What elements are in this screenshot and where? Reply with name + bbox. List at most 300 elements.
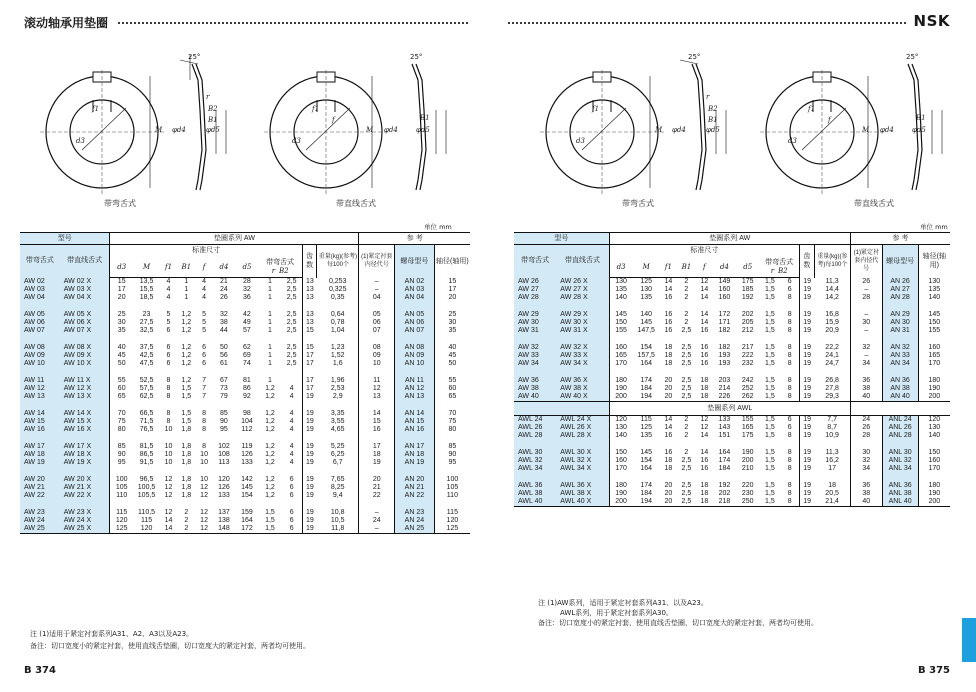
table-cell: 19 (800, 416, 815, 425)
col-d3: d3 (609, 257, 632, 278)
table-cell: 172 (718, 311, 731, 318)
table-cell: AWL 38 (514, 490, 556, 498)
table-cell: 242 (741, 377, 754, 384)
table-cell: 13 (302, 311, 317, 319)
table-cell: 8 (787, 360, 792, 367)
table-row (514, 311, 950, 319)
table-cell: 21 (359, 484, 395, 492)
table-cell: 2,5 (681, 344, 692, 351)
table-cell: AW 38 X (556, 385, 609, 393)
table-cell: 18 (664, 465, 673, 472)
m-label: M (366, 126, 374, 134)
table-cell: 1,8 (181, 443, 192, 450)
table-cell: 12 (196, 525, 213, 534)
table-row (20, 426, 470, 434)
table-cell: AN 04 (395, 294, 435, 302)
washer-figure-straight-tongue (260, 50, 470, 200)
spacer-cell (281, 401, 302, 410)
angle-label: 25° (688, 53, 701, 61)
table-cell: 4 (289, 443, 294, 450)
table-cell: 140 (615, 432, 627, 439)
spacer-cell (60, 467, 110, 476)
spacer-cell (160, 434, 177, 443)
group-spacer (20, 335, 470, 344)
spacer-cell (60, 500, 110, 509)
table-cell: 8 (787, 294, 792, 301)
section-thumb-tab (962, 618, 976, 662)
table-cell: 2,5 (677, 498, 696, 507)
table-cell: 18 (700, 482, 709, 489)
table-cell: 8 (166, 418, 171, 425)
spacer-cell (359, 467, 395, 476)
table-cell: AW 29 X (556, 311, 609, 319)
table-cell: AW 27 (514, 286, 556, 294)
spacer-cell (359, 401, 395, 410)
table-cell: 4 (289, 385, 294, 392)
spacer-cell (850, 302, 882, 311)
table-cell: 105 (115, 484, 128, 491)
table-cell: 18 (664, 457, 673, 464)
f1-label: f1 (592, 105, 600, 113)
spacer-cell (882, 440, 918, 449)
table-cell: 42 (243, 311, 251, 318)
table-cell: 252 (741, 385, 754, 392)
table-cell: AW 09 X (60, 352, 110, 360)
table-cell: 160 (718, 286, 731, 293)
table-cell: 174 (640, 482, 653, 489)
table-cell: 126 (218, 484, 230, 491)
table-cell: – (359, 286, 395, 294)
table-cell: 40 (448, 344, 457, 351)
table-cell: 2 (184, 509, 189, 516)
table-cell: 42,5 (139, 352, 154, 359)
table-cell: 17 (117, 286, 126, 293)
shaft-header: 轴径(轴用) (434, 245, 470, 278)
spacer-cell (814, 368, 850, 377)
spacer-cell (556, 368, 609, 377)
spacer-cell (133, 467, 160, 476)
table-cell: 40 (850, 393, 882, 402)
table-cell: AW 21 X (60, 484, 110, 492)
table-cell: 14,2 (814, 294, 850, 302)
table-cell: 1,5 (181, 410, 192, 417)
table-cell: 180 (615, 482, 627, 489)
table-cell: AN 09 (395, 352, 435, 360)
teeth-header: 齿数 (302, 245, 317, 278)
table-cell: AN 13 (395, 393, 435, 401)
table-cell: 185 (741, 286, 754, 293)
col-d5: d5 (235, 257, 258, 278)
spacer-cell (177, 302, 196, 311)
table-cell: 4 (166, 286, 171, 293)
table-cell: 135 (640, 432, 653, 439)
table-cell: 32 (850, 457, 882, 465)
table-cell: 15,9 (814, 319, 850, 327)
table-cell: 160 (928, 457, 941, 464)
table-cell: AW 08 (20, 344, 60, 352)
col-bent-rb2 (258, 257, 302, 278)
table-cell: 1,5 (258, 525, 281, 534)
table-cell: 13 (302, 294, 317, 302)
spacer-cell (395, 467, 435, 476)
spacer-cell (780, 473, 799, 482)
table-cell: 26 (220, 294, 228, 301)
spacer-cell (235, 335, 258, 344)
spacer-cell (359, 302, 395, 311)
table-cell: 09 (359, 352, 395, 360)
table-cell: 38 (850, 490, 882, 498)
table-cell: AWL 36 X (556, 482, 609, 490)
table-cell: 12 (164, 509, 173, 516)
unit-label: 单位 mm (920, 223, 948, 231)
spacer-cell (60, 335, 110, 344)
table-cell: 57,5 (139, 385, 154, 392)
table-cell: AW 17 X (60, 443, 110, 451)
spacer-cell (677, 335, 696, 344)
table-cell: ANL 26 (882, 424, 918, 432)
table-cell: 150 (928, 319, 941, 326)
table-cell: 62,5 (139, 393, 154, 400)
table-cell: 1,5 (765, 424, 775, 431)
table-cell: AW 06 (20, 319, 60, 327)
table-body (514, 278, 950, 507)
table-cell: 212 (741, 327, 754, 334)
table-cell: 20 (448, 294, 457, 301)
figure-caption-bent: 带弯舌式 (104, 199, 136, 208)
spacer-cell (632, 473, 660, 482)
table-cell: 18 (814, 482, 850, 490)
table-cell: 133 (241, 459, 253, 466)
table-cell: AW 40 (514, 393, 556, 402)
table-row (20, 459, 470, 467)
table-cell: 24 (359, 517, 395, 525)
table-cell: 2,5 (681, 490, 692, 497)
table-cell: 1,2 (265, 410, 275, 417)
b1-label: B1 (916, 114, 926, 122)
series-header: 垫圈系列 AW (110, 233, 359, 245)
table-cell: 1,2 (181, 360, 192, 367)
table-row (514, 352, 950, 360)
table-cell: 100,5 (137, 484, 156, 491)
table-cell: 19 (800, 286, 815, 294)
table-cell: 6 (289, 484, 294, 491)
table-cell: 14 (664, 278, 673, 285)
table-cell: 16,8 (814, 311, 850, 319)
table-cell: 130 (928, 277, 941, 285)
table-cell: 135 (615, 286, 627, 293)
table-cell: 26 (850, 424, 882, 432)
table-cell: 16 (664, 432, 673, 439)
table-cell: 15 (448, 277, 457, 285)
table-cell: – (850, 327, 882, 335)
spacer-cell (258, 335, 281, 344)
table-cell: 8 (202, 418, 207, 425)
table-cell: 1,2 (181, 352, 192, 359)
table-cell: 133 (218, 492, 230, 499)
spacer-cell (780, 368, 799, 377)
table-cell: 8 (787, 327, 792, 334)
straight-col-header: 带直线舌式 (60, 245, 110, 278)
table-cell: 2,5 (681, 360, 692, 367)
table-cell: 60 (117, 385, 126, 392)
table-cell: 20 (664, 490, 673, 497)
table-cell: 1,5 (181, 393, 192, 400)
table-cell: AW 17 (20, 443, 60, 451)
washer-figure-bent-tongue (30, 50, 240, 200)
weight-header: 重量(kg)(参考)每100个 (317, 245, 359, 278)
table-cell: 20 (664, 482, 673, 489)
table-cell: AW 18 X (60, 451, 110, 459)
group-spacer (514, 440, 950, 449)
table-cell: 154 (640, 457, 653, 464)
table-cell: AW 28 (514, 294, 556, 302)
table-cell: AWL 30 (514, 449, 556, 457)
table-cell: 151 (718, 432, 731, 439)
table-cell: AW 36 (514, 377, 556, 385)
f1-label: f1 (808, 105, 816, 113)
table-cell: AWL 28 (514, 432, 556, 440)
table-cell: 14 (700, 286, 709, 293)
table-cell: 205 (741, 319, 754, 326)
bent-col-header: 带弯舌式 (20, 245, 60, 278)
table-cell: 45 (117, 352, 126, 359)
table-cell: AWL 24 X (556, 416, 609, 425)
table-cell: 217 (741, 344, 754, 351)
table-cell: 18 (664, 344, 673, 351)
table-cell: 13,5 (139, 278, 154, 285)
table-cell: 143 (718, 424, 731, 431)
spacer-cell (212, 467, 235, 476)
table-cell: 1,2 (265, 451, 275, 458)
table-cell: 6 (787, 416, 792, 423)
table-cell: 07 (359, 327, 395, 335)
series-header: 垫圈系列 AW (609, 233, 850, 245)
spacer-cell (212, 500, 235, 509)
table-cell: 36 (850, 377, 882, 385)
spacer-cell (302, 500, 317, 509)
spacer-cell (696, 302, 713, 311)
spacer-cell (882, 302, 918, 311)
table-cell: AW 22 X (60, 492, 110, 500)
spacer-cell (160, 401, 177, 410)
table-cell: 08 (359, 344, 395, 352)
table-cell: 2,5 (681, 327, 692, 334)
table-cell: 5 (202, 319, 207, 326)
table-cell: 11,3 (814, 449, 850, 457)
spacer-cell (660, 335, 677, 344)
table-row (20, 294, 470, 302)
table-cell: 20,9 (814, 327, 850, 335)
table-cell: 120 (446, 517, 459, 524)
table-cell: 4 (166, 294, 171, 301)
table-cell: 20 (664, 377, 673, 384)
table-cell: 125 (434, 525, 470, 534)
table-cell: 34 (850, 465, 882, 473)
footnote-remark: 备注：切口宽度小的紧定衬套，使用直线舌垫圈，切口宽度大的紧定衬套，两者均可使用。 (538, 619, 818, 627)
spacer-cell (60, 368, 110, 377)
table-cell: 19 (302, 484, 317, 492)
spacer-cell (177, 434, 196, 443)
table-cell: 165 (615, 352, 627, 359)
table-cell: 19 (800, 352, 815, 360)
table-cell: 138 (218, 517, 230, 524)
spacer-cell (677, 440, 696, 449)
table-cell: 5 (166, 311, 171, 318)
table-cell: 27,8 (814, 385, 850, 393)
table-cell: 1,8 (181, 426, 192, 433)
table-cell: AW 14 X (60, 410, 110, 418)
table-cell: 8 (787, 319, 792, 326)
spacer-cell (609, 473, 632, 482)
table-cell: 1,2 (181, 344, 192, 351)
table-cell: 2 (184, 517, 189, 524)
table-cell: 6 (202, 352, 207, 359)
table-cell: 5 (166, 319, 171, 326)
table-cell: – (850, 311, 882, 319)
table-cell: AWL 30 X (556, 449, 609, 457)
washer-spec-table (514, 232, 950, 507)
table-cell: – (359, 509, 395, 517)
table-cell: 110,5 (138, 509, 156, 516)
table-cell: AN 12 (395, 385, 435, 393)
table-cell: 2,5 (286, 327, 297, 334)
table-cell: 4 (289, 451, 294, 458)
spacer-cell (759, 440, 780, 449)
table-cell: 30 (850, 319, 882, 327)
table-cell: 232 (741, 360, 754, 367)
table-cell: AW 21 (20, 484, 60, 492)
table-cell: 157,5 (637, 352, 655, 359)
table-cell: AW 06 X (60, 319, 110, 327)
spacer-cell (556, 473, 609, 482)
table-cell: 10 (164, 443, 173, 450)
spacer-cell (677, 368, 696, 377)
table-cell: 98 (243, 410, 251, 417)
table-cell: AN 20 (395, 476, 435, 484)
table-cell: 0,64 (317, 311, 359, 319)
table-cell: 8 (787, 465, 792, 472)
table-cell: AWL 34 X (556, 465, 609, 473)
spacer-cell (196, 302, 213, 311)
table-cell: 18 (700, 385, 709, 392)
table-cell: AW 03 X (60, 286, 110, 294)
col-f1: f1 (660, 257, 677, 278)
table-row (514, 360, 950, 368)
table-row (20, 344, 470, 352)
table-cell: 7 (202, 377, 207, 384)
table-cell: 13 (302, 319, 317, 327)
table-cell: 1,5 (765, 294, 775, 301)
table-cell: 125 (640, 278, 653, 285)
table-cell: 52,5 (139, 377, 154, 384)
spacer-cell (110, 368, 133, 377)
table-cell: 1 (267, 352, 272, 359)
weight-header: 重量(kg)(参考)每100个 (814, 245, 850, 278)
table-cell: 8 (787, 482, 792, 489)
table-cell: 164 (640, 465, 653, 472)
table-cell: 18 (696, 498, 713, 507)
spacer-cell (196, 467, 213, 476)
table-cell: 86 (243, 385, 251, 392)
f1-label: f1 (92, 105, 100, 113)
spacer-cell (133, 368, 160, 377)
spacer-cell (713, 473, 736, 482)
table-cell: 1,96 (317, 377, 359, 385)
table-cell: 202 (741, 311, 754, 318)
table-cell: AW 33 (514, 352, 556, 360)
spacer-cell (317, 500, 359, 509)
table-cell: AW 40 X (556, 393, 609, 402)
table-cell: AW 25 (20, 525, 60, 534)
table-cell: ANL 36 (882, 482, 918, 490)
spacer-cell (814, 440, 850, 449)
table-cell: AW 13 X (60, 393, 110, 401)
washer-spec-table (20, 232, 470, 534)
table-cell: 19 (800, 449, 815, 457)
table-cell: 85 (220, 410, 228, 417)
table-row (514, 457, 950, 465)
shaft-header: 轴径(轴用) (918, 245, 950, 278)
spacer-cell (20, 434, 60, 443)
table-cell: 7,7 (814, 416, 850, 425)
table-cell: AW 28 X (556, 294, 609, 302)
table-row (20, 443, 470, 451)
table-cell: 171 (718, 319, 731, 326)
spacer-cell (212, 335, 235, 344)
table-cell: 71,5 (139, 418, 154, 425)
table-cell: 81,5 (139, 443, 154, 450)
spacer-cell (632, 335, 660, 344)
spacer-cell (814, 335, 850, 344)
table-cell: 14 (700, 432, 709, 439)
table-cell: 12 (200, 492, 208, 499)
col-b1: B1 (177, 257, 196, 278)
table-cell: 25 (117, 311, 126, 318)
table-cell: 8 (787, 311, 792, 318)
table-cell: 1,2 (265, 426, 275, 433)
spacer-cell (302, 434, 317, 443)
table-cell: 1,5 (765, 490, 775, 497)
table-cell: 104 (241, 418, 253, 425)
spacer-cell (434, 302, 470, 311)
table-cell: 1,2 (265, 492, 275, 499)
table-cell: 1,5 (765, 449, 775, 456)
spacer-cell (133, 401, 160, 410)
table-row (20, 327, 470, 335)
spacer-cell (434, 500, 470, 509)
table-cell: 14 (700, 294, 709, 301)
awl-series-header: 垫圈系列 AWL (609, 402, 850, 416)
spacer-cell (800, 302, 815, 311)
table-cell: 2,5 (286, 286, 297, 293)
table-cell: 10 (200, 476, 208, 483)
table-cell: 19 (800, 490, 815, 498)
table-cell: AN 31 (882, 327, 918, 335)
table-cell: 130 (615, 278, 627, 285)
table-row (20, 385, 470, 393)
spacer-cell (514, 473, 556, 482)
angle-label: 25° (410, 53, 423, 61)
page-header-title: 滚动轴承用垫圈 (24, 16, 109, 30)
table-cell: 36 (850, 482, 882, 490)
f-label: f (828, 116, 831, 124)
table-row (514, 482, 950, 490)
spacer-cell (177, 368, 196, 377)
spacer-cell (359, 500, 395, 509)
table-cell: 1,2 (265, 476, 275, 483)
table-cell: 4 (202, 294, 207, 301)
table-cell: 2,5 (681, 482, 692, 489)
